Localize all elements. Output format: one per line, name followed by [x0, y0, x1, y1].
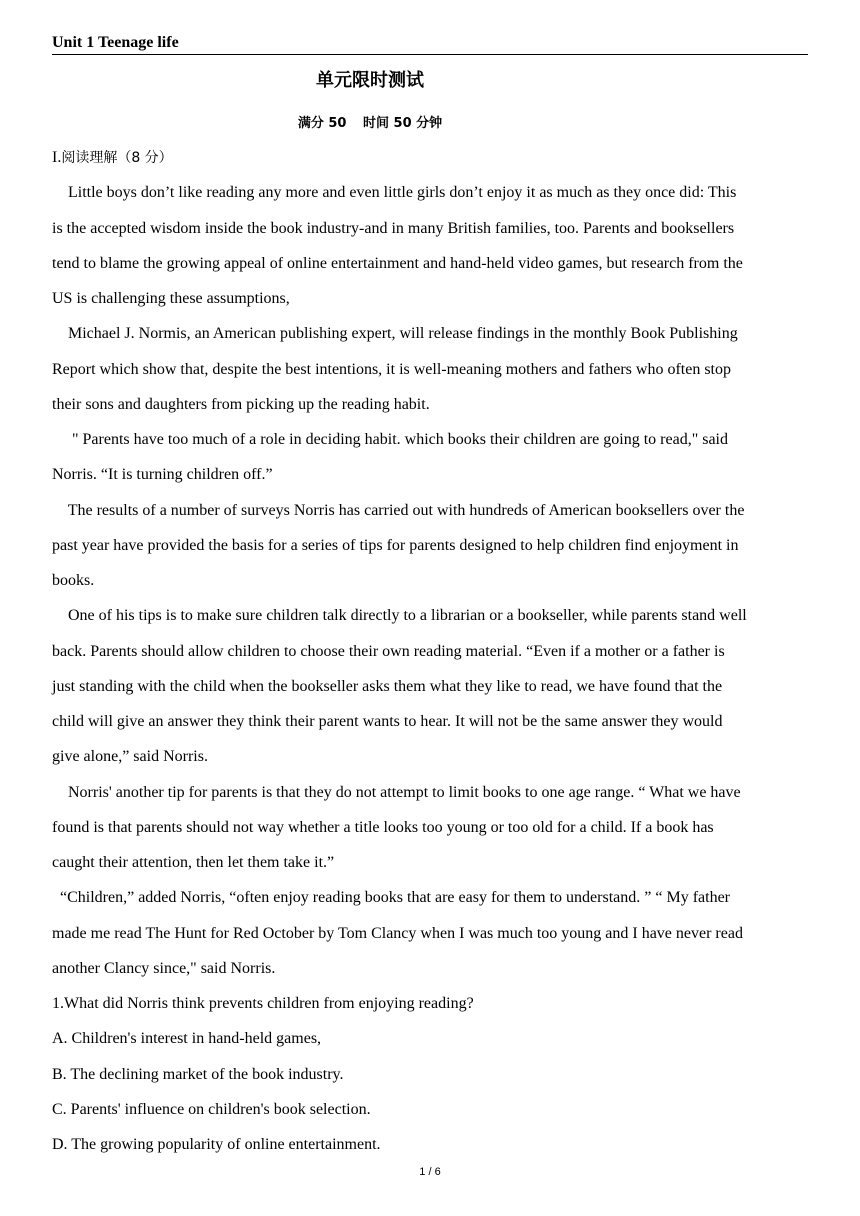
passage-line: " Parents have too much of a role in deciding habit. which books their children are going to read," said: [52, 431, 728, 448]
passage-line: past year have provided the basis for a series of tips for parents designed to help children find enjoyment in: [52, 536, 739, 554]
page-number: 1 / 6: [419, 1166, 441, 1178]
passage-line: Norris' another tip for parents is that they do not attempt to limit books to one age range. “ What we have: [52, 783, 741, 801]
page-header: [52, 34, 808, 55]
passage-line: another Clancy since," said Norris.: [52, 959, 276, 977]
passage-line: child will give an answer they think their parent wants to hear. It will not be the same answer they would: [52, 713, 723, 730]
passage-line: Report which show that, despite the best intentions, it is well-meaning mothers and fathers who often stop: [52, 360, 731, 378]
passage-and-question: [52, 175, 810, 1162]
answer-option: C. Parents' influence on children's book selection.: [52, 1100, 371, 1118]
answer-option: D. The growing popularity of online entertainment.: [52, 1136, 381, 1153]
question-stem: 1.What did Norris think prevents children from enjoying reading?: [52, 995, 474, 1012]
test-subtitle: [0, 112, 740, 131]
passage-line: The results of a number of surveys Norris has carried out with hundreds of American booksellers over the: [52, 501, 745, 519]
answer-option: A. Children's interest in hand-held games,: [52, 1030, 322, 1048]
passage-line: just standing with the child when the bookseller asks them what they like to read, we have found that the: [52, 677, 723, 695]
document-body: [52, 140, 810, 1162]
passage-line: give alone,” said Norris.: [52, 748, 208, 766]
unit-title: Unit 1 Teenage life: [52, 34, 179, 51]
passage-line: Norris. “It is turning children off.”: [52, 466, 273, 484]
section-number: I.: [52, 149, 62, 166]
time-limit: 时间 50 分钟: [363, 116, 443, 131]
passage-line: is the accepted wisdom inside the book industry-and in many British families, too. Parents and booksellers: [52, 219, 735, 237]
section-name: 阅读理解（8 分）: [61, 150, 173, 166]
full-score: 满分 50: [297, 116, 347, 131]
section-heading: [52, 140, 810, 175]
passage-line: tend to blame the growing appeal of online entertainment and hand-held video games, but research from the: [52, 254, 743, 272]
passage-line: caught their attention, then let them take it.”: [52, 854, 335, 871]
passage-line: back. Parents should allow children to choose their own reading material. “Even if a mother or a father is: [52, 642, 725, 660]
passage-line: found is that parents should not way whether a title looks too young or too old for a child. If a book has: [52, 818, 714, 836]
passage-line: their sons and daughters from picking up the reading habit.: [52, 395, 430, 413]
passage-line: US is challenging these assumptions,: [52, 290, 290, 307]
passage-line: One of his tips is to make sure children talk directly to a librarian or a bookseller, while parents stand well: [52, 607, 747, 625]
passage-line: Michael J. Normis, an American publishing expert, will release findings in the monthly Book Publishing: [52, 325, 738, 343]
passage-line: Little boys don’t like reading any more and even little girls don’t enjoy it as much as they once did: This: [52, 184, 737, 202]
passage-line: made me read The Hunt for Red October by Tom Clancy when I was much too young and I have never read: [52, 924, 743, 942]
test-title: 单元限时测试: [316, 70, 424, 91]
answer-option: B. The declining market of the book industry.: [52, 1065, 344, 1083]
passage-line: “Children,” added Norris, “often enjoy reading books that are easy for them to understand. ” “ My father: [52, 889, 730, 907]
passage-line: books.: [52, 572, 95, 589]
